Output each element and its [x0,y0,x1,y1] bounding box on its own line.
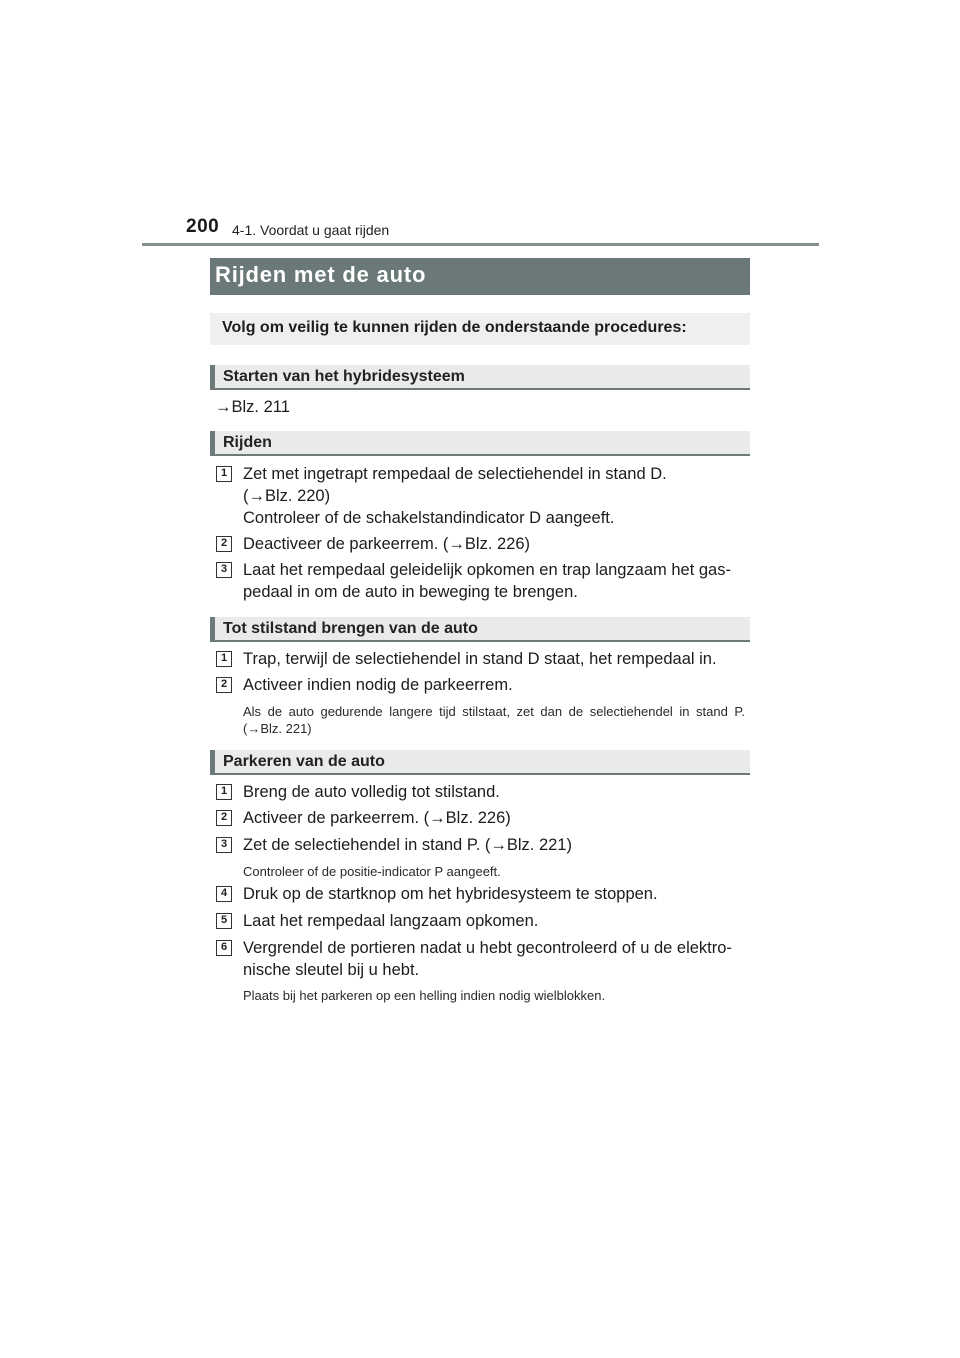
heading-starting-label: Starten van het hybridesysteem [223,368,465,385]
step-badge: 1 [216,651,232,667]
heading-parking-label: Parkeren van de auto [223,753,385,770]
parking-step-6 [243,937,750,981]
step-badge: 6 [216,940,232,956]
step-line: Trap, terwijl de selectiehendel in stand D staat, het rempedaal in. [243,650,717,668]
intro-box [210,313,750,345]
header-divider [142,243,819,246]
step-line: pedaal in om de auto in beweging te brengen. [243,583,578,601]
step-badge: 5 [216,913,232,929]
step-badge: 3 [216,562,232,578]
intro-text: Volg om veilig te kunnen rijden de onderstaande procedures: [222,319,687,336]
step-badge: 2 [216,536,232,552]
heading-stopping [210,617,750,642]
page-title-bar [210,258,750,295]
step-line: Laat het rempedaal langzaam opkomen. [243,912,539,930]
parking-step-3 [243,834,750,856]
step-badge: 3 [216,837,232,853]
heading-driving-label: Rijden [223,434,272,451]
driving-step-1 [243,463,750,529]
step-line: Laat het rempedaal geleidelijk opkomen en trap langzaam het gas- [243,561,731,579]
heading-parking [210,750,750,775]
stopping-step-2 [243,674,750,696]
parking-step-1 [243,781,750,803]
step-line: Zet de selectiehendel in stand P. (→Blz. 221) [243,836,572,854]
driving-step-3 [243,559,750,603]
parking-end-note: Plaats bij het parkeren op een helling indien nodig wielblokken. [243,988,606,1003]
parking-step-5 [243,910,750,932]
step-line: Deactiveer de parkeerrem. (→Blz. 226) [243,535,531,553]
step-badge: 1 [216,466,232,482]
step-line: Activeer de parkeerrem. (→Blz. 226) [243,809,511,827]
stopping-note: Als de auto gedurende langere tijd stilstaat, zet dan de selectiehendel in stand P. (→Blz. 221) [243,704,745,736]
page-number: 200 [186,216,220,237]
heading-starting [210,365,750,390]
step-badge: 1 [216,784,232,800]
step-badge: 4 [216,886,232,902]
page-title: Rijden met de auto [215,262,427,287]
step-line: nische sleutel bij u hebt. [243,961,420,979]
step-line: Activeer indien nodig de parkeerrem. [243,676,513,694]
driving-step-2 [243,533,750,555]
step-line: Druk op de startknop om het hybridesysteem te stoppen. [243,885,658,903]
parking-step-3-note: Controleer of de positie-indicator P aangeeft. [243,864,501,879]
heading-stopping-label: Tot stilstand brengen van de auto [223,620,478,637]
starting-page-ref: →Blz. 211 [215,398,290,416]
step-line: (→Blz. 220) [243,487,331,505]
step-line: Vergrendel de portieren nadat u hebt gecontroleerd of u de elektro- [243,939,732,957]
step-line: Breng de auto volledig tot stilstand. [243,783,500,801]
step-badge: 2 [216,810,232,826]
parking-step-4 [243,883,750,905]
parking-step-2 [243,807,750,829]
stopping-step-1 [243,648,750,670]
step-badge: 2 [216,677,232,693]
step-line: Controleer of de schakelstandindicator D aangeeft. [243,509,615,527]
step-line: Zet met ingetrapt rempedaal de selectiehendel in stand D. [243,465,667,483]
heading-driving [210,431,750,456]
section-reference: 4-1. Voordat u gaat rijden [232,222,390,238]
